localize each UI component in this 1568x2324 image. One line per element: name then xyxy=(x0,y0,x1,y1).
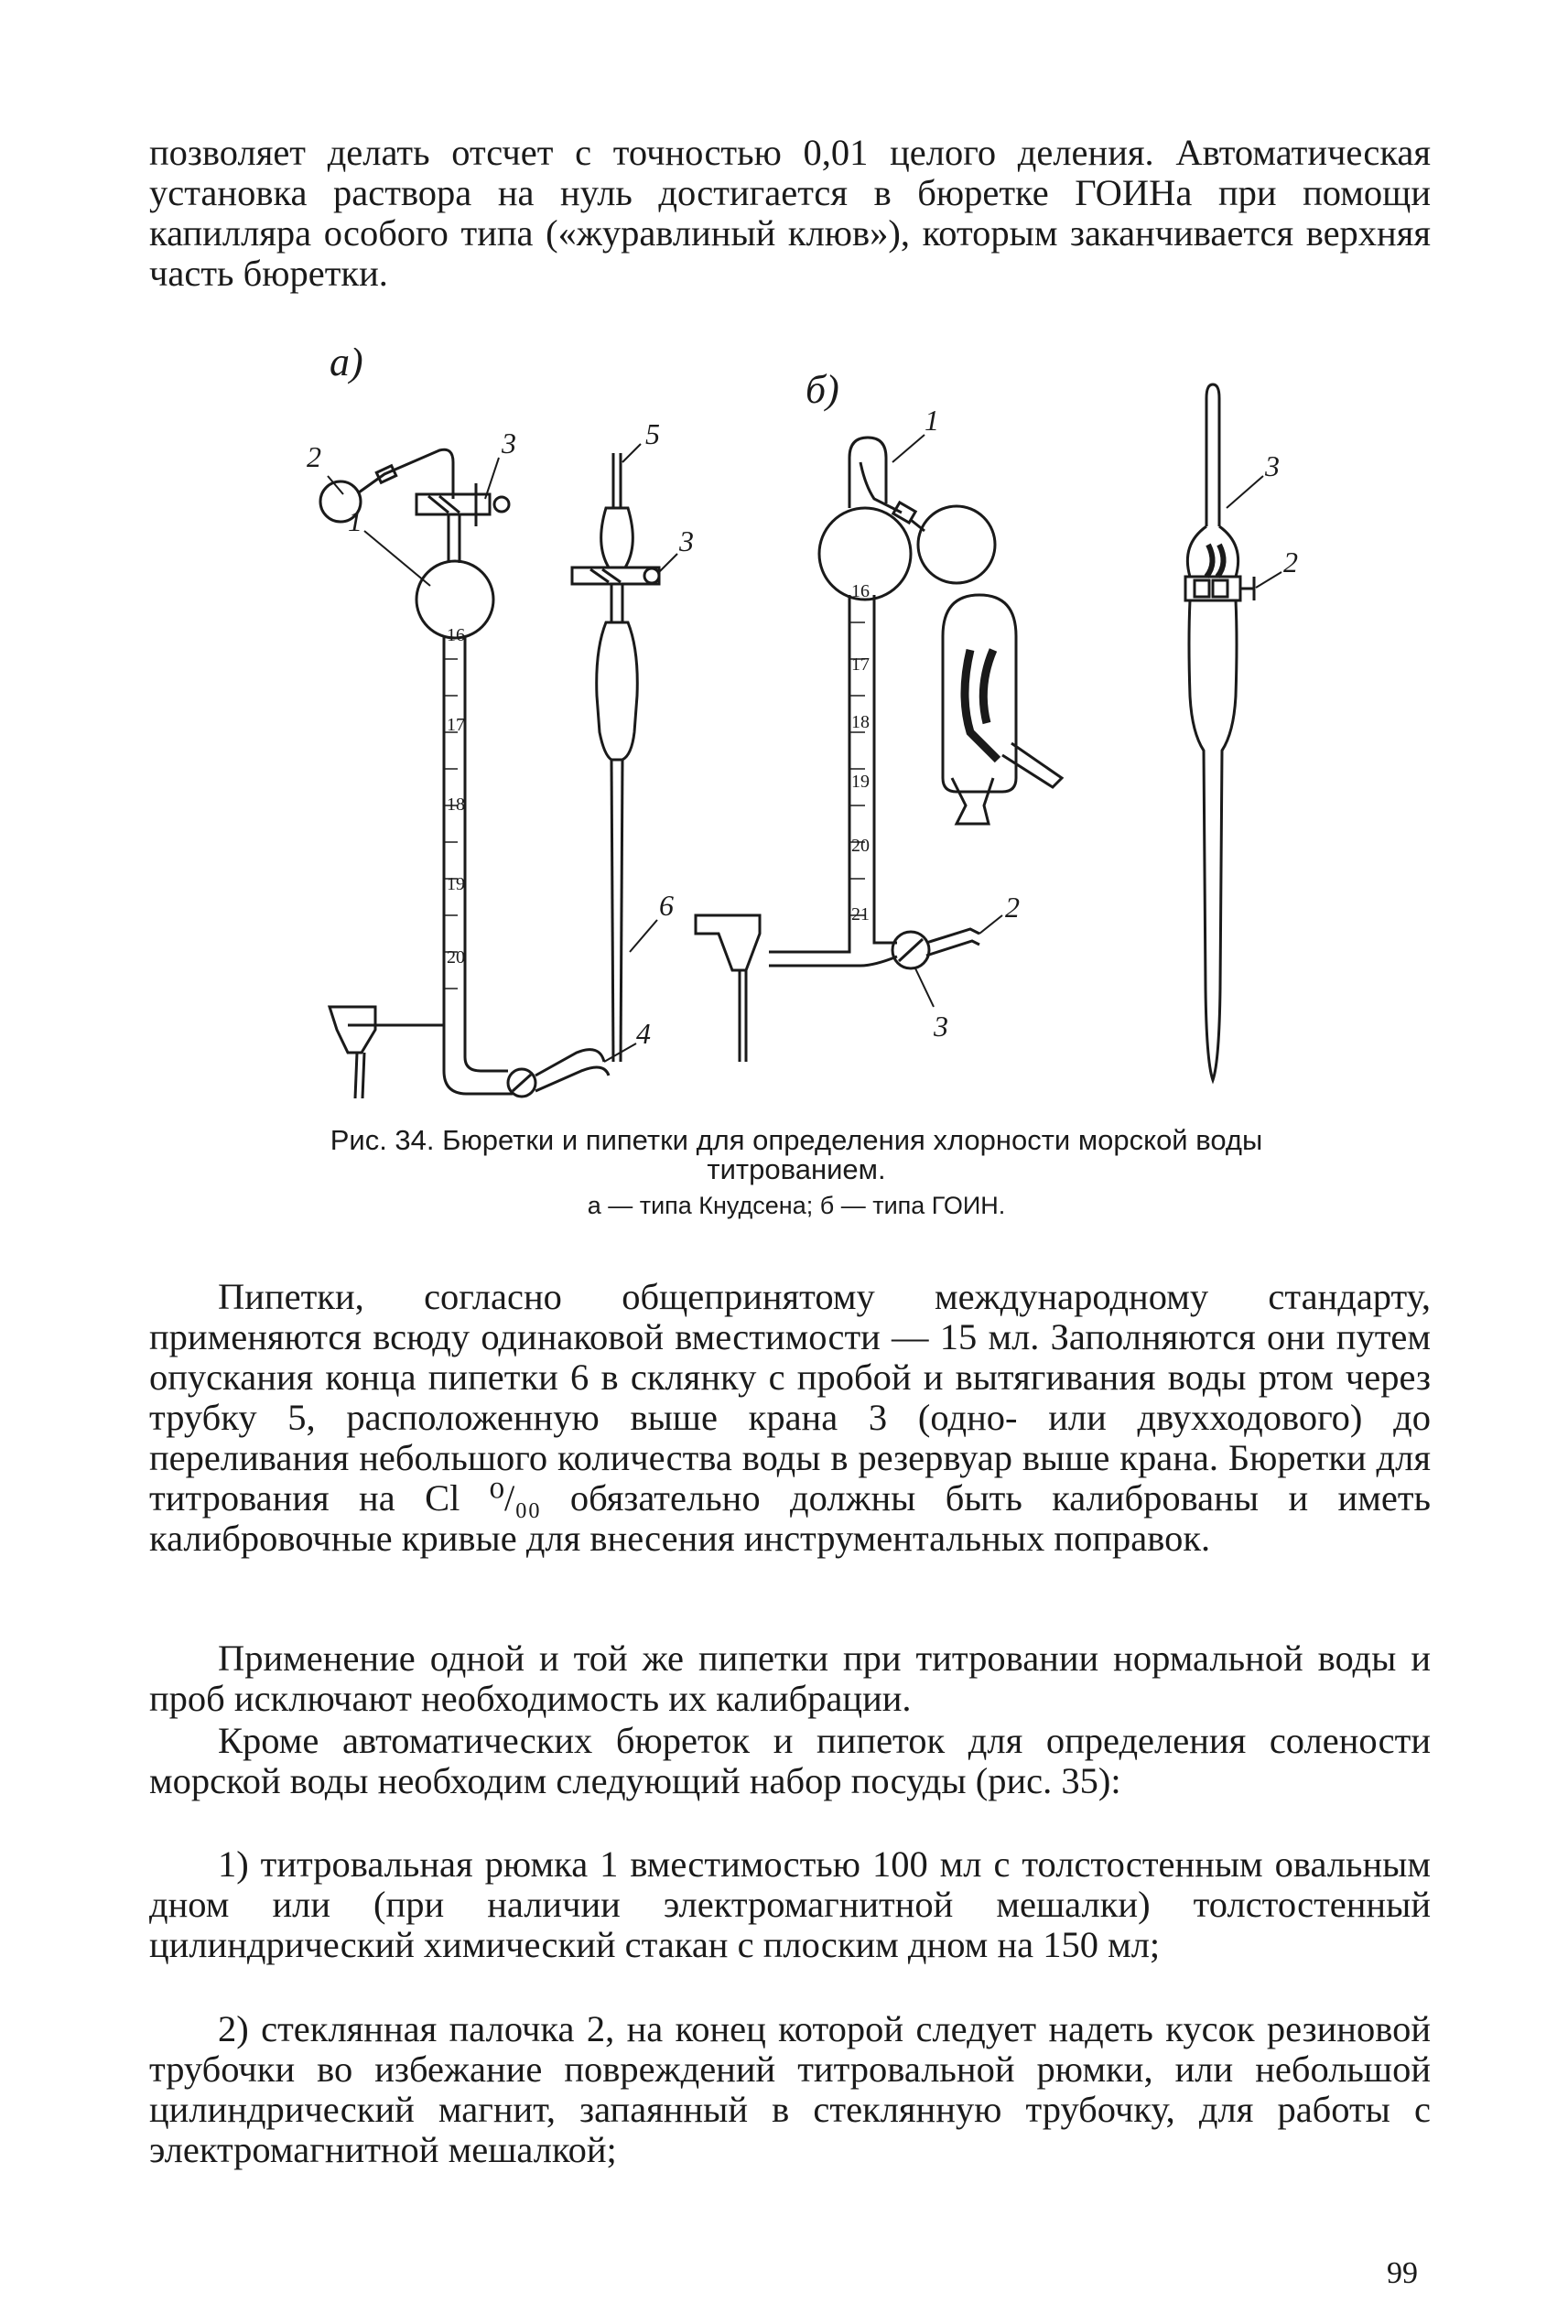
b-scale-19: 19 xyxy=(851,772,870,792)
paragraph-same-pipette: Применение одной и той же пипетки при титровании нормальной воды и проб исключают необходимость их калибрации. xyxy=(149,1638,1431,1719)
list-item-1: 1) титровальная рюмка 1 вместимостью 100 мл с толстостенным овальным дном или (при наличии электромагнитной мешалки) толстостенный цилиндрический химический стакан с плоским дном на 150 мл; xyxy=(149,1843,1431,1965)
panel-a-label: а) xyxy=(330,348,363,384)
b-scale-16: 16 xyxy=(851,581,870,601)
a-num-3: 3 xyxy=(502,427,516,459)
a-scale-16: 16 xyxy=(447,625,465,645)
a-num-1: 1 xyxy=(348,504,362,537)
panel-b-label: б) xyxy=(806,367,839,412)
b-num-2b: 2 xyxy=(1283,546,1298,578)
paragraph-pipettes: Пипетки, согласно общепринятому международному стандарту, применяются всюду одинаковой вместимости — 15 мл. Заполняются они путем опускания конца пипетки 6 в склянку с пробой и вытягивания воды ртом через трубку 5, расположенную выше крана 3 (одно- или двухходового) до переливания небольшого количества воды в резервуар выше крана. Бюретки для титрования на Cl ⁰/₀₀ обязательно должны быть калиброваны и иметь калибровочные кривые для внесения инструментальных поправок. xyxy=(149,1276,1431,1559)
b-scale-17: 17 xyxy=(851,654,870,675)
top-paragraph: позволяет делать отсчет с точностью 0,01 целого деления. Автоматическая установка раствора на нуль достигается в бюретке ГОИНа при помощи капилляра особого типа («журавлиный клюв»), которым заканчивается верхняя часть бюретки. xyxy=(149,132,1431,294)
a-num-3b: 3 xyxy=(679,524,694,557)
b-num-3: 3 xyxy=(934,1010,948,1043)
figure-caption: Рис. 34. Бюретки и пипетки для определения хлорности морской воды титрованием. xyxy=(330,1124,1263,1185)
b-num-1: 1 xyxy=(925,404,939,437)
list-item-2: 2) стеклянная палочка 2, на конец которой следует надеть кусок резиновой трубочки во избежание повреждений титровальной рюмки, или небольшой цилиндрический магнит, запаянный в стеклянную трубочку, для работы с электромагнитной мешалкой; xyxy=(149,2008,1431,2170)
a-scale-17: 17 xyxy=(447,715,465,735)
knudsen-burette xyxy=(307,348,694,1098)
a-scale-18: 18 xyxy=(447,794,465,815)
a-num-4: 4 xyxy=(636,1017,651,1050)
b-num-3b: 3 xyxy=(1265,449,1280,482)
paragraph-glassware: Кроме автоматических бюреток и пипеток для определения солености морской воды необходим следующий набор посуды (рис. 35): xyxy=(149,1720,1431,1801)
b-scale-20: 20 xyxy=(851,836,870,856)
a-num-6: 6 xyxy=(659,889,674,922)
figure-caption-sub: а — типа Кнудсена; б — типа ГОИН. xyxy=(587,1192,1006,1219)
page-number: 99 xyxy=(1387,2256,1418,2290)
a-num-5: 5 xyxy=(645,417,660,450)
a-scale-19: 19 xyxy=(447,874,465,894)
goin-burette xyxy=(696,367,1298,1080)
a-scale-20: 20 xyxy=(447,947,465,967)
b-scale-18: 18 xyxy=(851,712,870,732)
b-scale-21: 21 xyxy=(851,904,870,924)
b-num-2: 2 xyxy=(1005,891,1020,924)
a-num-2: 2 xyxy=(307,440,321,473)
